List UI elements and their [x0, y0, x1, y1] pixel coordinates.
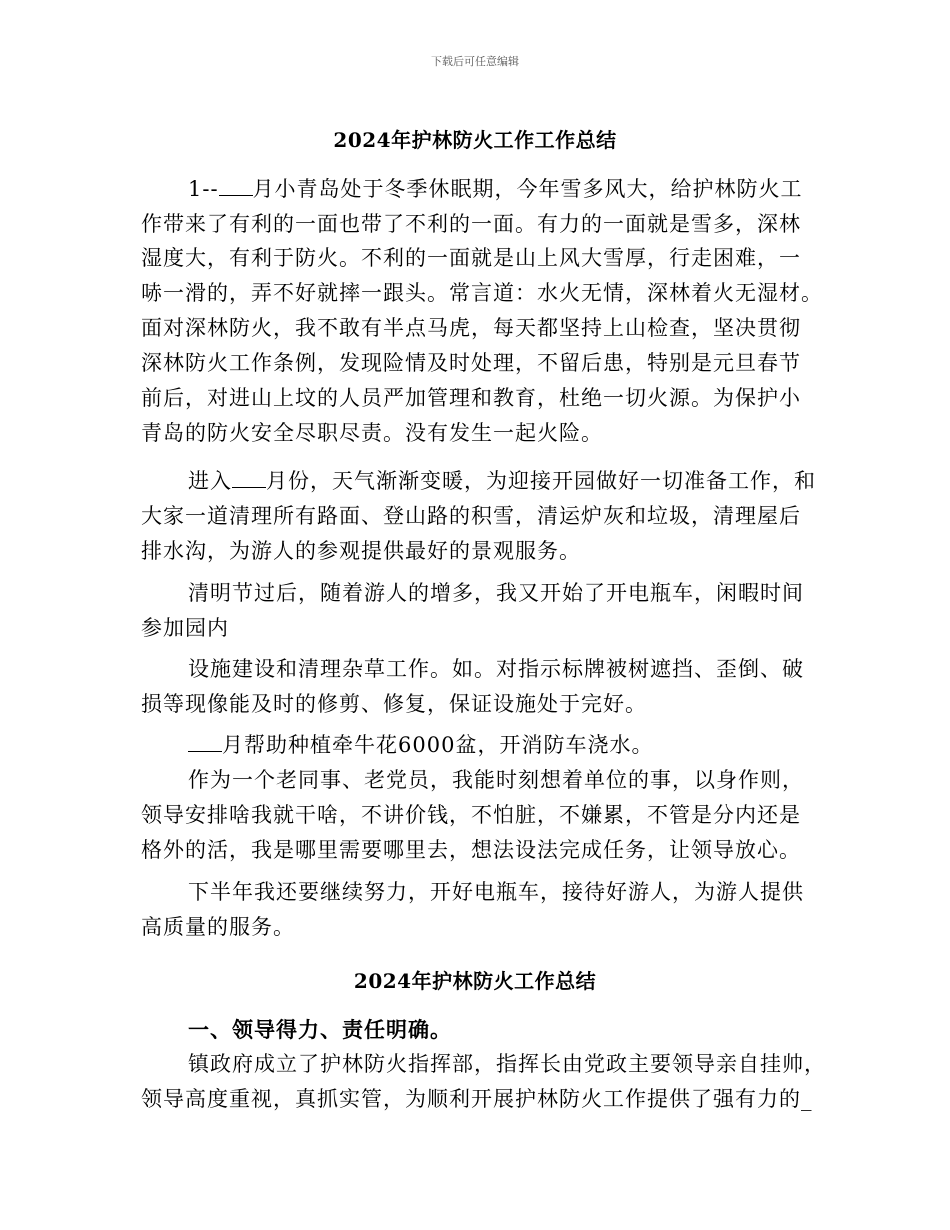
paragraph-line: 大家一道清理所有路面、登山路的积雪，清运炉灰和垃圾，清理屋后: [141, 504, 801, 528]
paragraph-line: 哧一滑的，弄不好就摔一跟头。常言道：水火无情，深林着火无湿材。: [141, 281, 823, 305]
line-text: 月帮助种植牵牛花6000盆，开消防车浇水。: [222, 733, 654, 757]
second-document-title: 2024年护林防火工作总结: [353, 969, 597, 993]
paragraph-line: 前后，对进山上坟的人员严加管理和教育，杜绝一切火源。为保护小: [141, 386, 801, 410]
paragraph-line: 领导高度重视，真抓实管，为顺利开展护林防火工作提供了强有力的_: [141, 1087, 813, 1111]
paragraph-line: 下半年我还要继续努力，开好电瓶车，接待好游人，为游人提供: [188, 880, 804, 904]
paragraph-line: 作为一个老同事、老党员，我能时刻想着单位的事，以身作则，: [188, 768, 804, 792]
fill-blank: [232, 467, 266, 488]
paragraph-line: 格外的活，我是哪里需要哪里去，想法设法完成任务，让领导放心。: [141, 838, 801, 862]
paragraph-line: [188, 175, 831, 203]
paragraph-line: 设施建设和清理杂草工作。如。对指示标牌被树遮挡、歪倒、破: [188, 657, 804, 681]
line-prefix: 1--: [188, 177, 219, 201]
paragraph-line: 湿度大，有利于防火。不利的一面就是山上风大雪厚，行走困难，一: [141, 246, 801, 270]
paragraph-line: 青岛的防火安全尽职尽责。没有发生一起火险。: [141, 421, 603, 445]
paragraph-line: 高质量的服务。: [141, 915, 295, 939]
paragraph-line: 作带来了有利的一面也带了不利的一面。有力的一面就是雪多，深林: [141, 212, 801, 236]
paragraph-line: [188, 731, 831, 759]
line-text: 月份，天气渐渐变暖，为迎接开园做好一切准备工作，和: [266, 469, 816, 493]
paragraph-line: 深林防火工作条例，发现险情及时处理，不留后患，特别是元旦春节: [141, 351, 801, 375]
paragraph-line: 镇政府成立了护林防火指挥部，指挥长由党政主要领导亲自挂帅，: [188, 1052, 826, 1076]
paragraph-line: 领导安排啥我就干啥，不讲价钱，不怕脏，不嫌累，不管是分内还是: [141, 803, 801, 827]
section-heading: 一、领导得力、责任明确。: [188, 1017, 452, 1042]
document-title: 2024年护林防火工作工作总结: [333, 128, 617, 152]
paragraph-line: 面对深林防火，我不敢有半点马虎，每天都坚持上山检查，坚决贯彻: [141, 316, 801, 340]
paragraph-line: 损等现像能及时的修剪、修复，保证设施处于完好。: [141, 692, 647, 716]
paragraph-line: [188, 467, 831, 495]
fill-blank: [219, 175, 253, 196]
line-text: 进入: [188, 469, 232, 493]
paragraph-line: 清明节过后，随着游人的增多，我又开始了开电瓶车，闲暇时间: [188, 581, 804, 605]
line-text: 月小青岛处于冬季休眠期，今年雪多风大，给护林防火工: [252, 177, 803, 201]
paragraph-line: 排水沟，为游人的参观提供最好的景观服务。: [141, 539, 581, 563]
fill-blank: [188, 731, 222, 752]
paragraph-line: 参加园内: [141, 616, 229, 640]
header-note: 下载后可任意编辑: [431, 55, 519, 68]
